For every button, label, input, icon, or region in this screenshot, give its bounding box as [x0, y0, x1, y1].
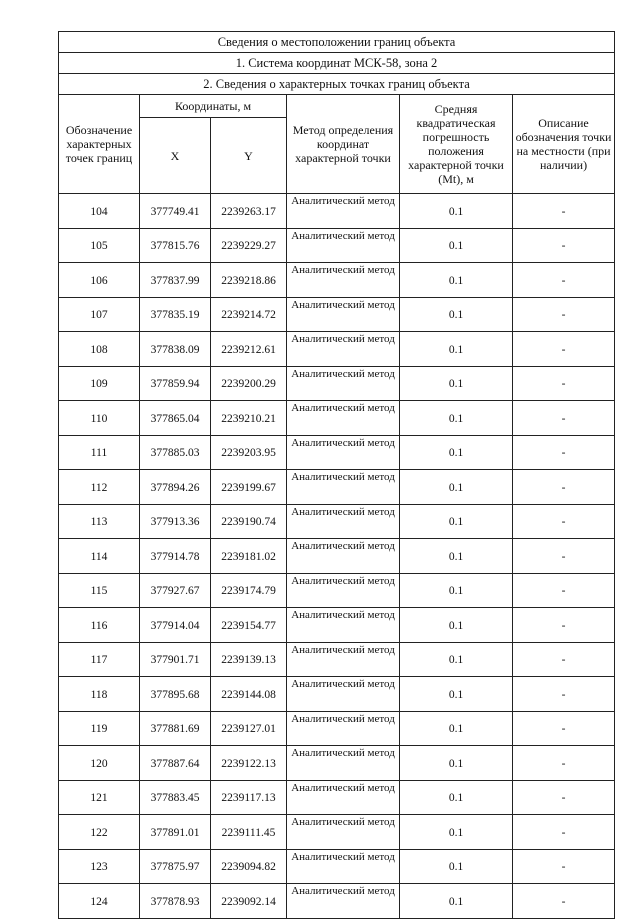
method: Аналитический метод [287, 470, 400, 505]
method: Аналитический метод [287, 815, 400, 850]
point-number: 109 [59, 366, 140, 401]
description: - [513, 884, 615, 919]
description: - [513, 194, 615, 229]
coord-x: 377885.03 [140, 435, 211, 470]
table-row [59, 677, 615, 712]
document-title: Сведения о местоположении границ объекта [59, 32, 615, 53]
description: - [513, 332, 615, 367]
point-number: 121 [59, 780, 140, 815]
table-row [59, 746, 615, 781]
coord-y: 2239154.77 [211, 608, 287, 643]
point-number: 106 [59, 263, 140, 298]
method: Аналитический метод [287, 746, 400, 781]
header-error: Средняя квадратическая погрешность положения характерной точки (Mt), м [400, 95, 513, 194]
table-row [59, 504, 615, 539]
coord-x: 377901.71 [140, 642, 211, 677]
coord-x: 377927.67 [140, 573, 211, 608]
coord-x: 377749.41 [140, 194, 211, 229]
error-value: 0.1 [400, 608, 513, 643]
table-row [59, 608, 615, 643]
error-value: 0.1 [400, 263, 513, 298]
coord-y: 2239174.79 [211, 573, 287, 608]
coord-x: 377875.97 [140, 849, 211, 884]
error-value: 0.1 [400, 677, 513, 712]
point-number: 112 [59, 470, 140, 505]
error-value: 0.1 [400, 849, 513, 884]
method: Аналитический метод [287, 504, 400, 539]
description: - [513, 366, 615, 401]
description: - [513, 677, 615, 712]
header-coords: Координаты, м [140, 95, 287, 118]
point-number: 113 [59, 504, 140, 539]
coord-y: 2239139.13 [211, 642, 287, 677]
description: - [513, 401, 615, 436]
point-number: 111 [59, 435, 140, 470]
table-row [59, 780, 615, 815]
method: Аналитический метод [287, 884, 400, 919]
section1-row [59, 53, 615, 74]
description: - [513, 504, 615, 539]
table-row [59, 884, 615, 919]
error-value: 0.1 [400, 194, 513, 229]
table-row [59, 435, 615, 470]
method: Аналитический метод [287, 539, 400, 574]
header-x: X [140, 118, 211, 194]
coord-x: 377837.99 [140, 263, 211, 298]
error-value: 0.1 [400, 884, 513, 919]
coord-y: 2239203.95 [211, 435, 287, 470]
point-number: 107 [59, 297, 140, 332]
method: Аналитический метод [287, 573, 400, 608]
description: - [513, 711, 615, 746]
table-row [59, 401, 615, 436]
coord-x: 377895.68 [140, 677, 211, 712]
table-row [59, 263, 615, 298]
header-method: Метод определения координат характерной точки [287, 95, 400, 194]
coord-x: 377865.04 [140, 401, 211, 436]
table-body [59, 194, 615, 919]
point-number: 116 [59, 608, 140, 643]
table-row [59, 815, 615, 850]
point-number: 118 [59, 677, 140, 712]
table-row [59, 332, 615, 367]
coordinate-system-heading: 1. Система координат МСК-58, зона 2 [59, 53, 615, 74]
method: Аналитический метод [287, 435, 400, 470]
coord-y: 2239200.29 [211, 366, 287, 401]
point-number: 117 [59, 642, 140, 677]
point-number: 104 [59, 194, 140, 229]
point-number: 114 [59, 539, 140, 574]
coord-x: 377887.64 [140, 746, 211, 781]
table-row [59, 228, 615, 263]
error-value: 0.1 [400, 746, 513, 781]
description: - [513, 815, 615, 850]
error-value: 0.1 [400, 401, 513, 436]
coord-x: 377894.26 [140, 470, 211, 505]
coord-y: 2239127.01 [211, 711, 287, 746]
method: Аналитический метод [287, 263, 400, 298]
description: - [513, 849, 615, 884]
error-value: 0.1 [400, 815, 513, 850]
table-row [59, 711, 615, 746]
table-row [59, 470, 615, 505]
error-value: 0.1 [400, 539, 513, 574]
coord-y: 2239218.86 [211, 263, 287, 298]
point-number: 123 [59, 849, 140, 884]
header-y: Y [211, 118, 287, 194]
table-row [59, 539, 615, 574]
header-point: Обозначение характерных точек границ [59, 95, 140, 194]
coord-y: 2239094.82 [211, 849, 287, 884]
coord-x: 377914.78 [140, 539, 211, 574]
coord-y: 2239122.13 [211, 746, 287, 781]
method: Аналитический метод [287, 228, 400, 263]
table-row [59, 849, 615, 884]
point-number: 115 [59, 573, 140, 608]
point-number: 108 [59, 332, 140, 367]
title-row [59, 32, 615, 53]
description: - [513, 470, 615, 505]
method: Аналитический метод [287, 677, 400, 712]
coord-y: 2239111.45 [211, 815, 287, 850]
method: Аналитический метод [287, 711, 400, 746]
coord-y: 2239181.02 [211, 539, 287, 574]
coord-y: 2239212.61 [211, 332, 287, 367]
description: - [513, 573, 615, 608]
coord-y: 2239263.17 [211, 194, 287, 229]
table-row [59, 642, 615, 677]
coord-x: 377914.04 [140, 608, 211, 643]
coord-x: 377883.45 [140, 780, 211, 815]
description: - [513, 228, 615, 263]
point-number: 120 [59, 746, 140, 781]
header-row-1 [59, 95, 615, 118]
coord-y: 2239214.72 [211, 297, 287, 332]
point-number: 105 [59, 228, 140, 263]
coord-y: 2239117.13 [211, 780, 287, 815]
method: Аналитический метод [287, 642, 400, 677]
description: - [513, 435, 615, 470]
boundary-document [58, 31, 614, 919]
description: - [513, 746, 615, 781]
coord-x: 377878.93 [140, 884, 211, 919]
coord-x: 377859.94 [140, 366, 211, 401]
error-value: 0.1 [400, 228, 513, 263]
description: - [513, 642, 615, 677]
coord-x: 377815.76 [140, 228, 211, 263]
description: - [513, 780, 615, 815]
method: Аналитический метод [287, 401, 400, 436]
table-row [59, 366, 615, 401]
section2-row [59, 74, 615, 95]
header-description: Описание обозначения точки на местности (при наличии) [513, 95, 615, 194]
point-number: 119 [59, 711, 140, 746]
method: Аналитический метод [287, 297, 400, 332]
coord-y: 2239190.74 [211, 504, 287, 539]
points-section-heading: 2. Сведения о характерных точках границ объекта [59, 74, 615, 95]
boundary-points-table [58, 31, 615, 919]
table-row [59, 297, 615, 332]
coord-y: 2239229.27 [211, 228, 287, 263]
coord-y: 2239199.67 [211, 470, 287, 505]
coord-y: 2239092.14 [211, 884, 287, 919]
coord-x: 377881.69 [140, 711, 211, 746]
description: - [513, 263, 615, 298]
error-value: 0.1 [400, 366, 513, 401]
error-value: 0.1 [400, 504, 513, 539]
point-number: 124 [59, 884, 140, 919]
description: - [513, 608, 615, 643]
coord-x: 377835.19 [140, 297, 211, 332]
description: - [513, 297, 615, 332]
error-value: 0.1 [400, 470, 513, 505]
coord-y: 2239210.21 [211, 401, 287, 436]
point-number: 110 [59, 401, 140, 436]
error-value: 0.1 [400, 435, 513, 470]
error-value: 0.1 [400, 332, 513, 367]
table-row [59, 194, 615, 229]
point-number: 122 [59, 815, 140, 850]
method: Аналитический метод [287, 366, 400, 401]
table-row [59, 573, 615, 608]
method: Аналитический метод [287, 194, 400, 229]
description: - [513, 539, 615, 574]
error-value: 0.1 [400, 711, 513, 746]
method: Аналитический метод [287, 332, 400, 367]
method: Аналитический метод [287, 849, 400, 884]
error-value: 0.1 [400, 573, 513, 608]
method: Аналитический метод [287, 608, 400, 643]
coord-y: 2239144.08 [211, 677, 287, 712]
method: Аналитический метод [287, 780, 400, 815]
coord-x: 377838.09 [140, 332, 211, 367]
error-value: 0.1 [400, 780, 513, 815]
error-value: 0.1 [400, 297, 513, 332]
coord-x: 377913.36 [140, 504, 211, 539]
coord-x: 377891.01 [140, 815, 211, 850]
error-value: 0.1 [400, 642, 513, 677]
